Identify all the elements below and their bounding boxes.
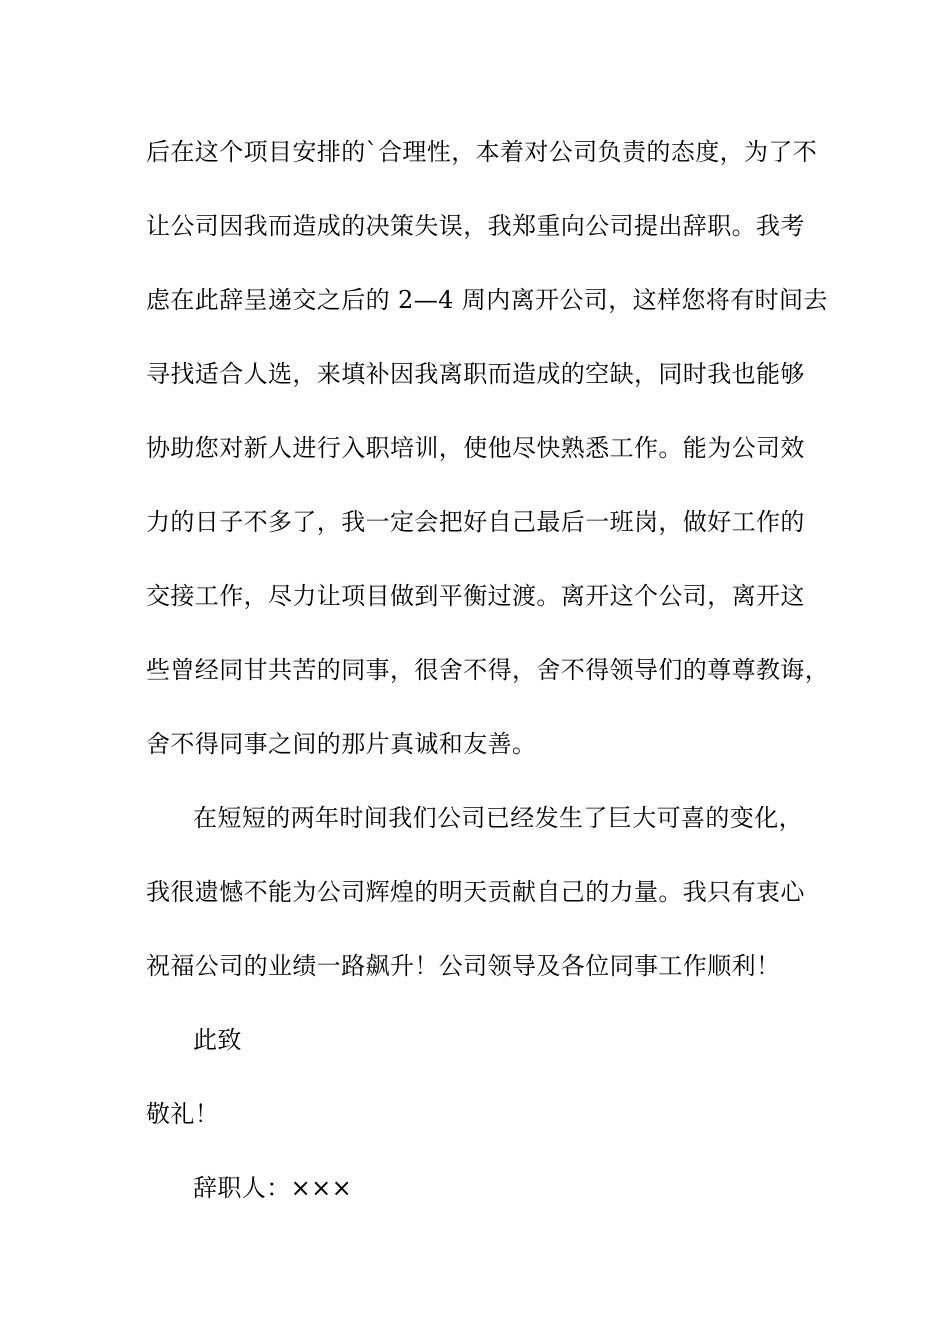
body-text-line: 协助您对新人进行入职培训，使他尽快熟悉工作。能为公司效 <box>146 434 805 462</box>
body-text-line: 我很遗憾不能为公司辉煌的明天贡献自己的力量。我只有衷心 <box>146 878 805 906</box>
closing-salutation: 此致 <box>193 1026 242 1054</box>
body-text-line: 让公司因我而造成的决策失误，我郑重向公司提出辞职。我考 <box>146 212 805 240</box>
body-text-line: 寻找适合人选，来填补因我离职而造成的空缺，同时我也能够 <box>146 360 805 388</box>
body-text-line: 些曾经同甘共苦的同事，很舍不得，舍不得领导们的尊尊教诲， <box>146 656 830 684</box>
body-text-line: 交接工作，尽力让项目做到平衡过渡。离开这个公司，离开这 <box>146 582 805 610</box>
closing-regards: 敬礼！ <box>146 1100 220 1128</box>
body-text-line: 力的日子不多了，我一定会把好自己最后一班岗，做好工作的 <box>146 508 805 536</box>
body-text-line: 祝福公司的业绩一路飙升！公司领导及各位同事工作顺利！ <box>146 952 781 980</box>
body-text-line: 虑在此辞呈递交之后的 2—4 周内离开公司，这样您将有时间去 <box>146 286 828 314</box>
paragraph-start-line: 在短短的两年时间我们公司已经发生了巨大可喜的变化， <box>193 804 803 832</box>
body-text-line: 后在这个项目安排的`合理性，本着对公司负责的态度，为了不 <box>146 138 818 166</box>
body-text-line: 舍不得同事之间的那片真诚和友善。 <box>146 730 537 758</box>
signature-line: 辞职人：××× <box>193 1174 353 1202</box>
